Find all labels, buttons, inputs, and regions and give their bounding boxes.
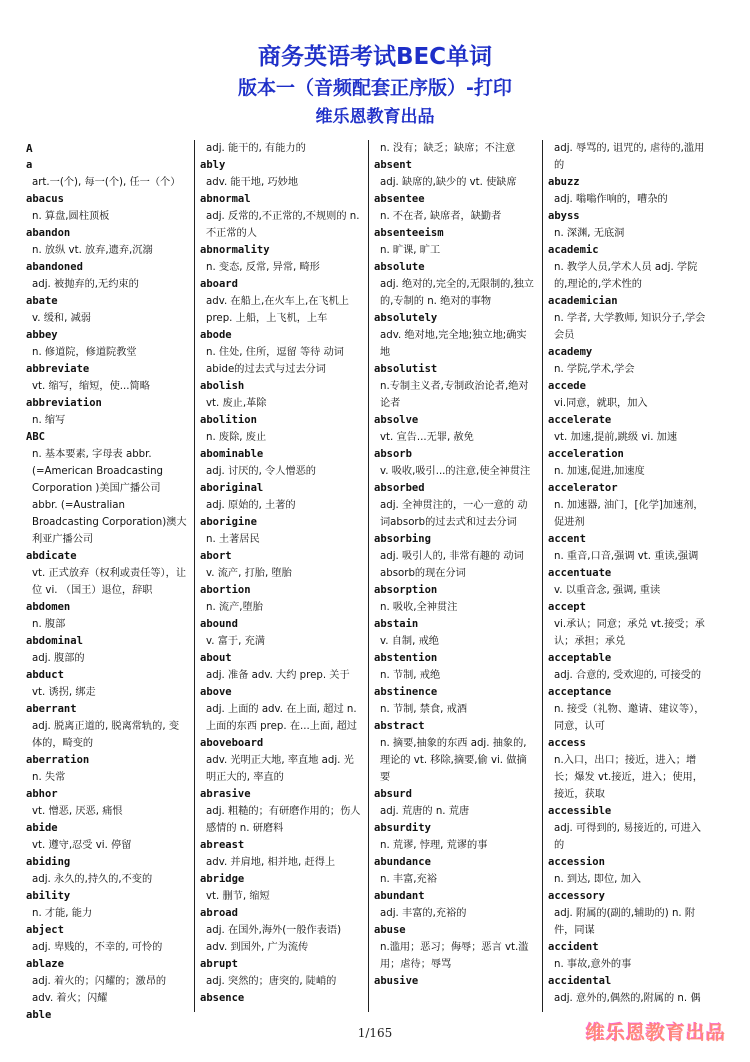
- headword: accede: [548, 380, 586, 392]
- headword: absent: [374, 159, 412, 171]
- headword: absurd: [374, 788, 412, 800]
- definition: n. 丰富,充裕: [380, 874, 437, 885]
- column-divider: [194, 140, 195, 1012]
- definition: adv. 并肩地, 相并地, 赶得上: [206, 857, 336, 868]
- headword: abort: [200, 550, 232, 562]
- definition: n. 腹部: [32, 619, 66, 630]
- headword: abandon: [26, 227, 71, 239]
- definition: adj. 上面的 adv. 在上面, 超过 n. 上面的东西 prep. 在...上面, 超过: [206, 704, 357, 732]
- headword: accessible: [548, 805, 612, 817]
- definition: vt. 删节, 缩短: [206, 891, 270, 902]
- headword: abandoned: [26, 261, 83, 273]
- definition: adj. 吸引人的, 非常有趣的 动词absorb的现在分词: [380, 551, 524, 579]
- page-title: 商务英语考试BEC单词: [257, 44, 493, 70]
- definition: vt. 诱拐, 绑走: [32, 687, 96, 698]
- headword: abreast: [200, 839, 245, 851]
- headword: abode: [200, 329, 232, 341]
- headword: able: [26, 1009, 52, 1021]
- headword: abrupt: [200, 958, 238, 970]
- headword: absolutely: [374, 312, 438, 324]
- definition: n. 才能, 能力: [32, 908, 93, 919]
- headword: abnormality: [200, 244, 270, 256]
- headword: abject: [26, 924, 64, 936]
- headword: aberrant: [26, 703, 77, 715]
- definition: adj. 在国外,海外(一般作表语) adv. 到国外, 广为流传: [206, 925, 342, 953]
- headword: aboriginal: [200, 482, 264, 494]
- headword: absorbing: [374, 533, 431, 545]
- headword: ability: [26, 890, 71, 902]
- definition: adj. 合意的, 受欢迎的, 可接受的: [554, 670, 702, 681]
- definition: n. 基本要素, 字母表 abbr. (=American Broadcasting Corporation )美国广播公司 abbr. (=Australian Broadcasting Corporation)澳大利亚广播公司: [32, 449, 187, 545]
- vocabulary-columns: [23, 140, 723, 1021]
- column-divider: [542, 140, 543, 1012]
- definition: vt. 正式放弃（权利或责任等），让位 vi. （国王）退位，辞职: [32, 568, 187, 596]
- headword: accessory: [548, 890, 605, 902]
- headword: access: [548, 737, 586, 749]
- publisher-line: 维乐恩教育出品: [315, 107, 435, 127]
- headword: abdicate: [26, 550, 77, 562]
- definition: v. 富于, 充满: [206, 636, 265, 647]
- column-1: [23, 140, 191, 1021]
- definition: adj. 永久的,持久的,不变的: [32, 874, 153, 885]
- definition: n. 修道院，修道院教堂: [32, 347, 137, 358]
- headword: abstinence: [374, 686, 438, 698]
- headword: academic: [548, 244, 599, 256]
- definition: vt. 遵守,忍受 vi. 停留: [32, 840, 132, 851]
- headword: abolish: [200, 380, 245, 392]
- definition: n. 节制, 禁食, 戒酒: [380, 704, 468, 715]
- definition: v. 流产, 打胎, 堕胎: [206, 568, 292, 579]
- headword: abundant: [374, 890, 425, 902]
- definition: adj. 突然的；唐突的, 陡峭的: [206, 976, 337, 987]
- definition: adj. 意外的,偶然的,附属的 n. 偶: [554, 993, 701, 1004]
- definition: n. 到达, 即位, 加入: [554, 874, 642, 885]
- headword: accession: [548, 856, 605, 868]
- page-number: 1/165: [357, 1026, 393, 1040]
- definition: adj. 讨厌的, 令人憎恶的: [206, 466, 316, 477]
- definition: n. 重音,口音,强调 vt. 重读,强调: [554, 551, 699, 562]
- definition: v. 吸收,吸引...的注意,使全神贯注: [380, 466, 531, 477]
- headword: abundance: [374, 856, 431, 868]
- definition: n. 土著居民: [206, 534, 260, 545]
- definition: v. 缓和, 减弱: [32, 313, 91, 324]
- definition: vt. 废止,革除: [206, 398, 267, 409]
- definition: v. 自制, 戒绝: [380, 636, 439, 647]
- definition: adv. 绝对地,完全地;独立地;确实地: [380, 330, 527, 358]
- headword: abdominal: [26, 635, 83, 647]
- section-letter: A: [26, 142, 33, 155]
- definition: n. 吸收,全神贯注: [380, 602, 458, 613]
- headword: about: [200, 652, 232, 664]
- headword: accept: [548, 601, 586, 613]
- headword: aberration: [26, 754, 90, 766]
- definition: n. 荒谬, 悖理, 荒谬的事: [380, 840, 488, 851]
- definition: adj. 反常的,不正常的,不规则的 n. 不正常的人: [206, 211, 360, 239]
- headword: abhor: [26, 788, 58, 800]
- headword: accident: [548, 941, 599, 953]
- definition: n. 没有；缺乏；缺席；不注意: [380, 143, 516, 154]
- headword: abortion: [200, 584, 251, 596]
- headword: abdomen: [26, 601, 71, 613]
- headword: abound: [200, 618, 238, 630]
- headword: absolve: [374, 414, 419, 426]
- definition: n. 摘要,抽象的东西 adj. 抽象的,理论的 vt. 移除,摘要,偷 vi. 做摘要: [380, 738, 527, 783]
- headword: abbreviation: [26, 397, 102, 409]
- headword: abnormal: [200, 193, 251, 205]
- definition: adv. 能干地, 巧妙地: [206, 177, 299, 188]
- definition: n. 放纵 vt. 放弃,遗弃,沉溺: [32, 245, 153, 256]
- headword: absolute: [374, 261, 425, 273]
- definition: adj. 嗡嗡作响的，嘈杂的: [554, 194, 668, 205]
- definition: n. 不在者, 缺席者，缺勤者: [380, 211, 502, 222]
- headword: abide: [26, 822, 58, 834]
- definition: n. 算盘,圆柱顶板: [32, 211, 110, 222]
- headword: accidental: [548, 975, 612, 987]
- headword: absorbed: [374, 482, 425, 494]
- definition: vi.同意，就职，加入: [554, 398, 648, 409]
- page-header: [0, 42, 750, 132]
- headword: abate: [26, 295, 58, 307]
- headword: abominable: [200, 448, 264, 460]
- definition: n.入口，出口；接近，进入；增长；爆发 vt.接近，进入；使用，接近，获取: [554, 755, 703, 800]
- headword: above: [200, 686, 232, 698]
- definition: v. 以重音念, 强调, 重读: [554, 585, 661, 596]
- definition: vt. 憎恶, 厌恶, 痛恨: [32, 806, 123, 817]
- headword: academician: [548, 295, 618, 307]
- headword: abrasive: [200, 788, 251, 800]
- definition: n.滥用；恶习；侮辱；恶言 vt.滥用；虐待；辱骂: [380, 942, 529, 970]
- headword: absorb: [374, 448, 412, 460]
- headword: aboard: [200, 278, 238, 290]
- definition: adj. 辱骂的, 诅咒的, 虐待的,滥用的: [554, 143, 705, 171]
- definition: adj. 原始的, 土著的: [206, 500, 296, 511]
- definition: art.一(个), 每一(个), 任一（个）: [32, 177, 181, 188]
- headword: abstract: [374, 720, 425, 732]
- headword: absence: [200, 992, 245, 1004]
- headword: accelerator: [548, 482, 618, 494]
- column-3: [371, 140, 539, 1012]
- headword: abiding: [26, 856, 71, 868]
- headword: absenteeism: [374, 227, 444, 239]
- headword: accelerate: [548, 414, 612, 426]
- definition: n. 事故,意外的事: [554, 959, 632, 970]
- headword: absurdity: [374, 822, 431, 834]
- headword: aborigine: [200, 516, 257, 528]
- definition: n. 深渊, 无底洞: [554, 228, 625, 239]
- definition: adj. 脱离正道的, 脱离常轨的, 变体的，畸变的: [32, 721, 180, 749]
- column-divider: [368, 140, 369, 1012]
- definition: adj. 丰富的,充裕的: [380, 908, 467, 919]
- definition: adj. 被抛弃的,无约束的: [32, 279, 139, 290]
- headword: ABC: [26, 431, 45, 443]
- headword: abacus: [26, 193, 64, 205]
- definition: adj. 卑贱的，不幸的, 可怜的: [32, 942, 163, 953]
- column-2: [197, 140, 365, 1012]
- definition: n.专制主义者,专制政治论者,绝对论者: [380, 381, 529, 409]
- definition: vt. 宣告...无罪, 赦免: [380, 432, 474, 443]
- definition: n. 加速,促进,加速度: [554, 466, 645, 477]
- definition: adj. 腹部的: [32, 653, 85, 664]
- headword: absentee: [374, 193, 425, 205]
- headword: acceptance: [548, 686, 612, 698]
- headword: acceleration: [548, 448, 624, 460]
- definition: adv. 光明正大地, 率直地 adj. 光明正大的, 率直的: [206, 755, 354, 783]
- headword: abduct: [26, 669, 64, 681]
- headword: abstention: [374, 652, 438, 664]
- headword: abolition: [200, 414, 257, 426]
- definition: n. 接受（礼物、邀请、建议等），同意，认可: [554, 704, 705, 732]
- page-subtitle: 版本一（音频配套正序版）-打印: [238, 77, 512, 99]
- headword: abyss: [548, 210, 580, 222]
- definition: vt. 加速,提前,跳级 vi. 加速: [554, 432, 678, 443]
- definition: n. 失常: [32, 772, 66, 783]
- headword: accent: [548, 533, 586, 545]
- headword: abstain: [374, 618, 419, 630]
- headword: abbey: [26, 329, 58, 341]
- definition: adj. 粗糙的；有研磨作用的；伤人感情的 n. 研磨料: [206, 806, 361, 834]
- headword: abbreviate: [26, 363, 90, 375]
- headword: abusive: [374, 975, 419, 987]
- headword: absorption: [374, 584, 438, 596]
- headword: abridge: [200, 873, 245, 885]
- definition: adj. 荒唐的 n. 荒唐: [380, 806, 470, 817]
- definition: n. 缩写: [32, 415, 66, 426]
- definition: n. 流产,堕胎: [206, 602, 263, 613]
- definition: adj. 缺席的,缺少的 vt. 使缺席: [380, 177, 517, 188]
- definition: adj. 全神贯注的，一心一意的 动词absorb的过去式和过去分词: [380, 500, 528, 528]
- definition: adj. 附属的(副的,辅助的) n. 附件，同谋: [554, 908, 696, 936]
- headword: academy: [548, 346, 593, 358]
- definition: n. 旷课, 旷工: [380, 245, 441, 256]
- definition: adj. 准备 adv. 大约 prep. 关于: [206, 670, 350, 681]
- headword: a: [26, 159, 33, 171]
- headword: abroad: [200, 907, 238, 919]
- definition: adj. 着火的；闪耀的；激昂的 adv. 着火；闪耀: [32, 976, 167, 1004]
- definition: n. 住处, 住所，逗留 等待 动词abide的过去式与过去分词: [206, 347, 344, 375]
- definition: n. 学者, 大学教师, 知识分子,学会会员: [554, 313, 706, 341]
- headword: absolutist: [374, 363, 438, 375]
- headword: acceptable: [548, 652, 612, 664]
- headword: accentuate: [548, 567, 612, 579]
- headword: ablaze: [26, 958, 64, 970]
- headword: aboveboard: [200, 737, 264, 749]
- definition: adj. 能干的, 有能力的: [206, 143, 306, 154]
- definition: adj. 绝对的,完全的,无限制的,独立的,专制的 n. 绝对的事物: [380, 279, 534, 307]
- watermark-stamp: 维乐恩教育出品: [586, 1022, 727, 1044]
- definition: n. 废除, 废止: [206, 432, 267, 443]
- definition: n. 节制, 戒绝: [380, 670, 441, 681]
- definition: vi.承认；同意；承兑 vt.接受；承认；承担；承兑: [554, 619, 705, 647]
- headword: abuse: [374, 924, 406, 936]
- definition: n. 学院,学术,学会: [554, 364, 635, 375]
- definition: adv. 在船上,在火车上,在飞机上 prep. 上船，上飞机，上车: [206, 296, 349, 324]
- definition: n. 变态, 反常, 异常, 畸形: [206, 262, 320, 273]
- definition: vt. 缩写，缩短，使...简略: [32, 381, 150, 392]
- definition: n. 教学人员,学术人员 adj. 学院的,理论的,学术性的: [554, 262, 698, 290]
- definition: n. 加速器, 油门，[化学]加速剂，促进剂: [554, 500, 704, 528]
- headword: ably: [200, 159, 226, 171]
- headword: abuzz: [548, 176, 580, 188]
- definition: adj. 可得到的, 易接近的, 可进入的: [554, 823, 702, 851]
- column-4: [545, 140, 713, 1012]
